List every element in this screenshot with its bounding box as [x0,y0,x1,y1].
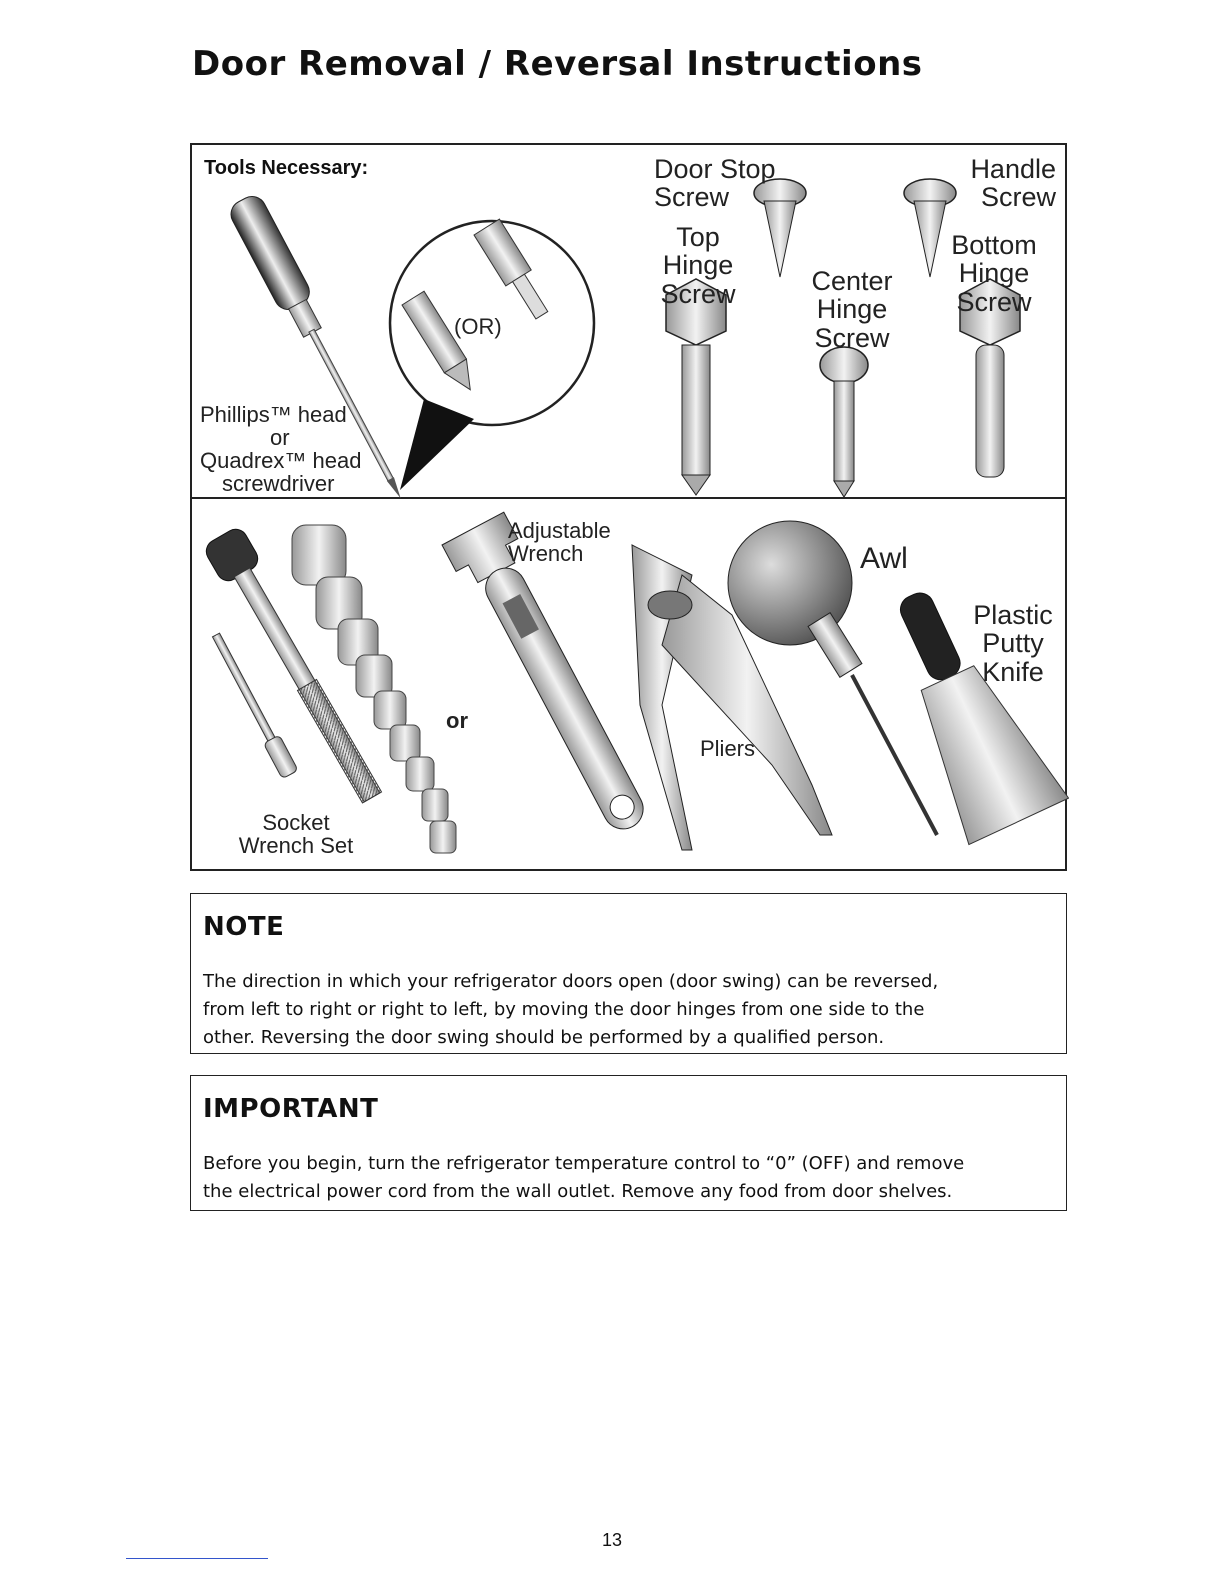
tools-illustration [192,145,1069,873]
bottom-hinge-label-line: Bottom [951,230,1037,260]
socket-label-line: Socket [262,810,330,835]
awl-label: Awl [860,542,908,575]
important-line: Before you begin, turn the refrigerator temperature control to “0” (OFF) and remove [203,1153,965,1174]
putty-label-line: Putty [982,628,1044,659]
bottom-hinge-screw-label [946,231,1042,316]
center-hinge-screw-label [806,267,898,352]
socket-or-label: or [446,708,468,733]
tools-necessary-panel [190,143,1067,871]
center-hinge-label-line: Hinge [816,294,888,325]
important-line: the electrical power cord from the wall outlet. Remove any food from door shelves. [203,1181,953,1202]
note-line: The direction in which your refrigerator doors open (door swing) can be reversed, [203,971,939,992]
socket-wrench-set-illustration [202,525,456,853]
wrench-label-line: Adjustable [508,518,611,543]
top-hinge-screw-label [658,223,738,308]
center-hinge-label-line: Center [811,266,893,296]
screwdriver-label [200,403,385,495]
putty-knife-label [968,601,1058,686]
putty-label-line: Plastic [973,600,1053,630]
door-stop-label-line: Door Stop [654,154,776,184]
note-line: from left to right or right to left, by moving the door hinges from one side to the [203,999,925,1020]
bottom-hinge-label-line: Hinge [958,258,1030,289]
top-hinge-label-line: Hinge [662,250,734,281]
door-stop-label-line: Screw [654,182,730,213]
pliers-label: Pliers [700,736,756,761]
page-title: Door Removal / Reversal Instructions [192,44,923,84]
putty-label-line: Knife [982,656,1044,687]
note-box [190,893,1067,1054]
top-hinge-screw-illustration [666,279,726,495]
handle-label-line: Handle [970,154,1056,184]
page-number: 13 [601,1530,623,1550]
center-hinge-screw-illustration [820,347,868,497]
handle-label-line: Screw [980,182,1056,213]
footer-rule [126,1558,268,1559]
center-hinge-label-line: Screw [814,322,890,353]
screwdriver-label-line: Quadrex™ head [200,448,362,474]
note-line: other. Reversing the door swing should be performed by a qualified person. [203,1027,885,1048]
top-hinge-label-line: Top [676,222,720,252]
socket-label-line: Wrench Set [238,833,354,859]
top-hinge-label-line: Screw [660,278,736,309]
wrench-label-line: Wrench [508,541,584,567]
note-heading: NOTE [203,912,285,942]
bits-zoom-bubble [390,219,594,490]
handle-screw-label [968,155,1056,212]
or-label: (OR) [454,314,502,339]
socket-wrench-set-label [236,811,356,857]
screwdriver-label-line: screwdriver [222,471,335,497]
important-box [190,1075,1067,1211]
bottom-hinge-label-line: Screw [956,286,1032,317]
adjustable-wrench-label [508,519,611,565]
tools-heading: Tools Necessary: [204,157,369,179]
important-heading: IMPORTANT [203,1094,379,1124]
screwdriver-label-line: or [270,425,290,451]
screwdriver-label-line: Phillips™ head [200,402,347,427]
note-body [203,968,1054,1052]
door-stop-screw-label [654,155,776,212]
important-body [203,1150,1054,1206]
